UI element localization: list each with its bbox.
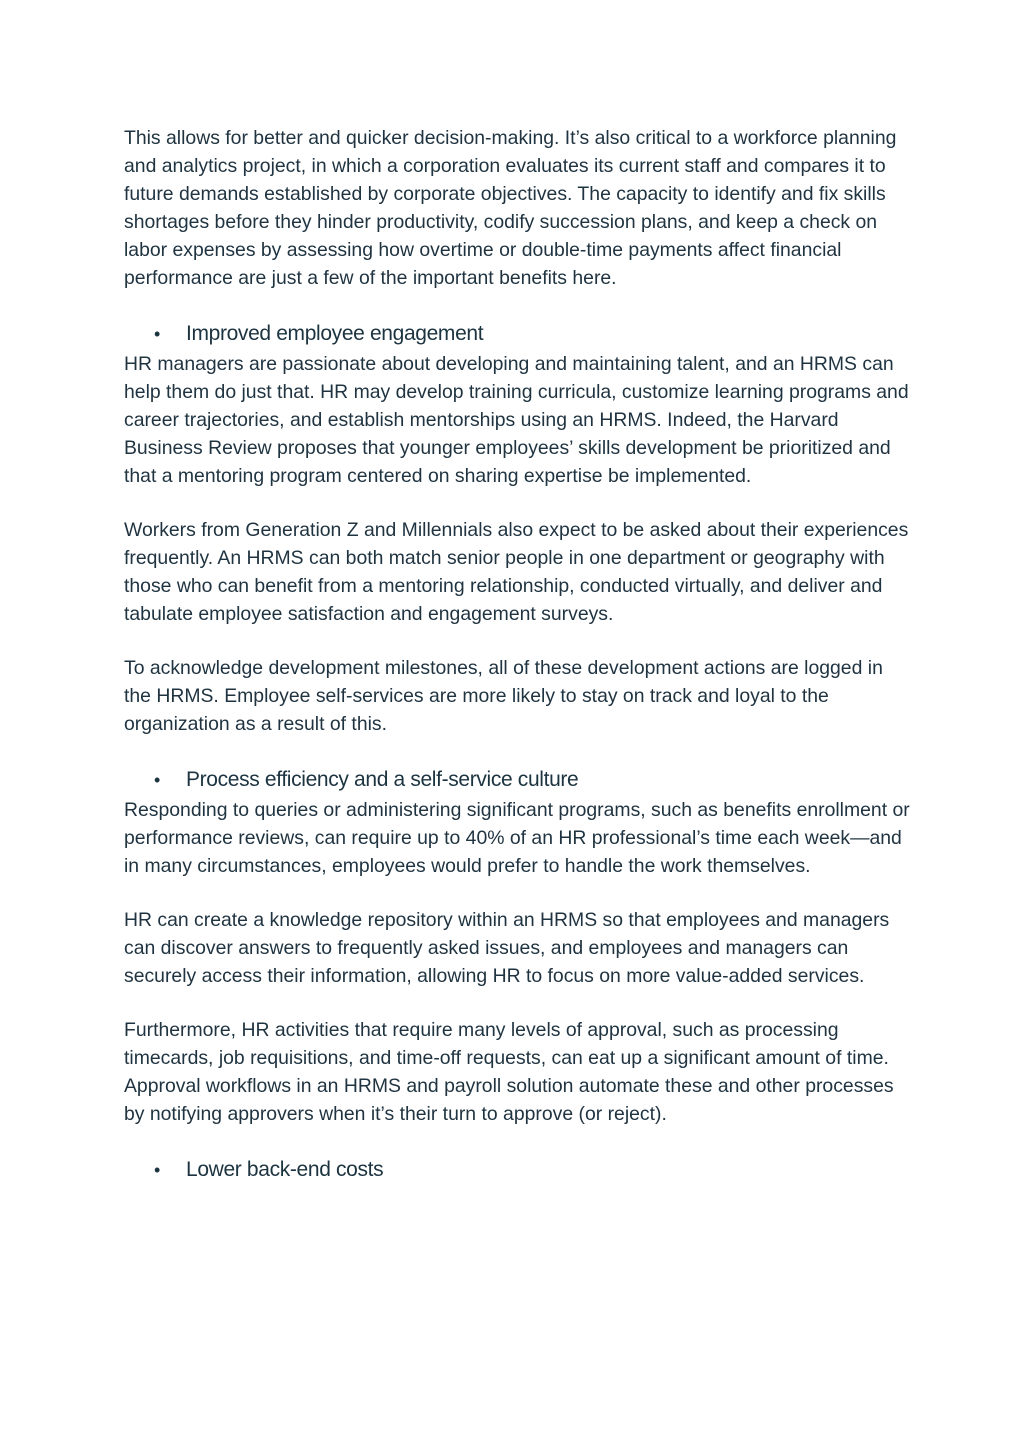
section-heading-lower-costs bbox=[124, 1154, 914, 1186]
document-page bbox=[124, 124, 914, 1186]
bullet-icon: • bbox=[154, 1160, 160, 1180]
section-heading-text: Lower back-end costs bbox=[186, 1158, 384, 1181]
section-heading-employee-engagement bbox=[124, 318, 914, 350]
bullet-icon: • bbox=[154, 770, 160, 790]
body-paragraph: Furthermore, HR activities that require many levels of approval, such as processing timecards, job requisitions, and time-off requests, can eat up a significant amount of time. Approval workflows in an HRMS and payroll solution automate these and other processes by notifying approvers when it’s their turn to approve (or reject). bbox=[124, 1019, 894, 1125]
body-paragraph: HR managers are passionate about developing and maintaining talent, and an HRMS can help them do just that. HR may develop training curricula, customize learning programs and career trajectories, and establish mentorships using an HRMS. Indeed, the Harvard Business Review proposes that younger employees’ skills development be prioritized and that a mentoring program centered on sharing expertise be implemented. bbox=[124, 353, 909, 487]
body-paragraph: Workers from Generation Z and Millennials also expect to be asked about their experiences frequently. An HRMS can both match senior people in one department or geography with those who can benefit from a mentoring relationship, conducted virtually, and deliver and tabulate employee satisfaction and engagement surveys. bbox=[124, 519, 909, 625]
bullet-icon: • bbox=[154, 324, 160, 344]
intro-paragraph: This allows for better and quicker decision-making. It’s also critical to a workforce planning and analytics project, in which a corporation evaluates its current staff and compares it to future demands established by corporate objectives. The capacity to identify and fix skills shortages before they hinder productivity, codify succession plans, and keep a check on labor expenses by assessing how overtime or double-time payments affect financial performance are just a few of the important benefits here. bbox=[124, 127, 897, 289]
section-heading-process-efficiency bbox=[124, 764, 914, 796]
body-paragraph: HR can create a knowledge repository within an HRMS so that employees and managers can discover answers to frequently asked issues, and employees and managers can securely access their information, allowing HR to focus on more value-added services. bbox=[124, 909, 890, 987]
body-paragraph: To acknowledge development milestones, all of these development actions are logged in the HRMS. Employee self-services are more likely to stay on track and loyal to the organization as a result of this. bbox=[124, 657, 883, 735]
section-heading-text: Improved employee engagement bbox=[186, 322, 484, 345]
body-paragraph: Responding to queries or administering significant programs, such as benefits enrollment or performance reviews, can require up to 40% of an HR professional’s time each week—and in many circumstances, employees would prefer to handle the work themselves. bbox=[124, 799, 910, 877]
section-heading-text: Process efficiency and a self-service culture bbox=[186, 768, 579, 791]
